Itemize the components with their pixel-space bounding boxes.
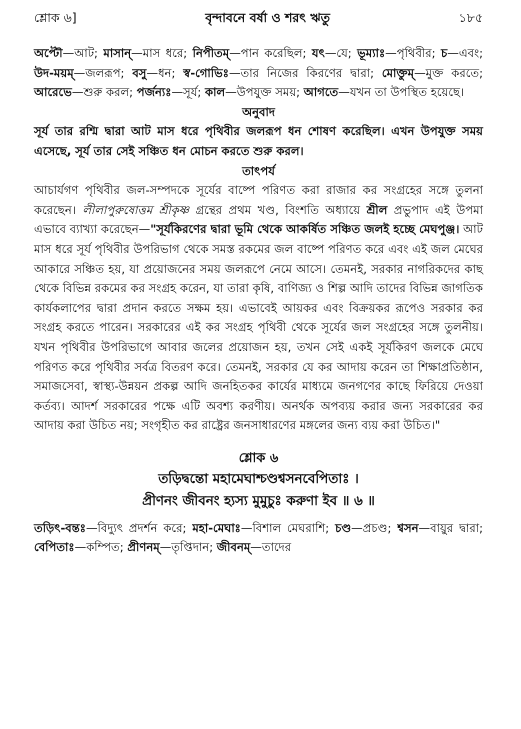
synonym-term: মাসান্: [103, 46, 132, 60]
page-number: ১৮৫: [458, 10, 483, 25]
translation-heading: অনুবাদ: [242, 104, 275, 119]
purport-bold: শ্রীল: [366, 202, 388, 217]
synonym-meaning: —তৃপ্তিদান;: [159, 540, 217, 555]
synonym-term: শ্বসন: [397, 520, 419, 535]
synonym-meaning: —বিশাল মেঘরাশি;: [240, 520, 336, 535]
purport-part: আট মাস ধরে সূর্য পৃথিবীর উপরিভাগ থেকে সমস্ত রকমের জল বাষ্পে পরিণত করে এবং এই জল মেঘের আকারে সঞ্চিত হয়, যা প্রয়োজনের সময় জলরূপে নেমে আসে। তেমনই, সরকার নাগরিকদের কাছ থেকে বিভিন্ন রকমের কর সংগ্রহ করেন, যা তারা কৃষি, বাণিজ্য ও শিল্প আদি তাদের বিভিন্ন জাগতিক কার্যকলাপের দ্বারা প্রদান করতে সক্ষম হয়। এভাবেই আয়কর এবং বিক্রয়কর রূপেও সরকার কর সংগ্রহ করতে পারেন। সরকারের এই কর সংগ্রহ পৃথিবী থেকে সূর্যের জল সংগ্রহের সঙ্গে তুলনীয়। যখন পৃথিবীর উপরিভাগে আবার জলের প্রয়োজন হয়, তখন সেই একই সূর্যকিরণ জলকে মেঘে পরিণত করে পৃথিবীর সর্বত্র বিতরণ করে। তেমনই, সরকার যে কর আদায় করেন তা শিক্ষাপ্রতিষ্ঠান, সমাজসেবা, স্বাস্থ্য-উন্নয়ন প্রকল্প আদি জনহিতকর কার্যের মাধ্যমে জনগণের কাছে ফিরিয়ে দেওয়া কর্তব্য। আদর্শ সরকারের পক্ষে এটি অবশ্য করণীয়। অনর্থক অপব্যয় করার জন্য সরকারের কর আদায় করা উচিত নয়; সংগৃহীত কর রাষ্ট্রের জনসাধারণের মঙ্গলের জন্য ব্যয় করা উচিত।": [34, 222, 483, 433]
synonym-meaning: —তার নিজের কিরণের দ্বারা;: [228, 65, 382, 80]
synonym-term: মহা-মেঘাঃ: [192, 520, 241, 535]
synonym-term: তড়িৎ-বন্তঃ: [34, 520, 86, 535]
synonym-meaning: —প্রচণ্ড;: [351, 520, 398, 535]
synonym-meaning: —যে;: [324, 46, 358, 60]
synonyms-top: [34, 44, 483, 103]
synonym-meaning: —ধন;: [146, 65, 184, 80]
synonym-term: বেপিতাঃ: [34, 540, 75, 555]
quote-bold: "সূর্যকিরণের দ্বারা ভূমি থেকে আকর্ষিত সঞ্চিত জলই হচ্ছে মেঘপুঞ্জ।: [150, 222, 460, 237]
purport-part: আচার্যগণ পৃথিবীর জল-সম্পদকে সূর্যের বাষ্পে পরিণত করা রাজার কর সংগ্রহের সঙ্গে তুলনা করেছেন।: [34, 183, 483, 217]
verse-heading: শ্লোক ৬: [238, 450, 279, 466]
synonym-term: প্রীণনম্: [127, 540, 160, 555]
synonym-meaning: —শুরু করল;: [71, 85, 137, 100]
verse-line-1: তড়িদ্বন্তো মহামেঘাশ্চণ্ডশ্বসনবেপিতাঃ ।: [158, 471, 359, 487]
purport-heading: তাৎপর্য: [242, 163, 275, 178]
synonym-term: বসু: [132, 65, 147, 80]
synonym-meaning: —উপযুক্ত সময়;: [225, 85, 304, 100]
verse-line-2: প্রীণনং জীবনং হ্যস্য মুমুচুঃ করুণা ইব ॥ ৬ ॥: [142, 493, 375, 509]
synonym-meaning: —যখন তা উপস্থিত হয়েছে।: [338, 85, 465, 100]
synonym-meaning: —আট;: [62, 46, 104, 60]
synonym-meaning: —পৃথিবীর;: [385, 46, 441, 60]
synonym-meaning: —সূর্য;: [171, 85, 205, 100]
book-title: লীলাপুরুষোত্তম শ্রীকৃষ্ণ: [82, 202, 189, 217]
synonym-term: জীবনম্: [216, 540, 251, 555]
chapter-title: বৃন্দাবনে বর্ষা ও শরৎ ঋতু: [205, 10, 331, 25]
synonym-meaning: —মাস ধরে;: [131, 46, 193, 60]
synonyms-bottom: [34, 519, 483, 558]
synonym-meaning: —জলরূপ;: [73, 65, 133, 80]
synonym-meaning: —কম্পিত;: [74, 540, 128, 555]
synonym-meaning: —বিদ্যুৎ প্রদর্শন করে;: [85, 520, 193, 535]
synonym-term: আরেভে: [34, 85, 72, 100]
translation-text: সূর্য তার রশ্মি দ্বারা আট মাস ধরে পৃথিবীর জলরূপ ধন শোষণ করেছিল। এখন উপযুক্ত সময় এসেছে, সূর্য তার সেই সঞ্চিত ধন মোচন করতে শুরু করল।: [34, 124, 483, 158]
synonym-term: কাল: [204, 85, 226, 100]
synonym-term: মোক্তুম্: [381, 65, 415, 80]
synonym-term: উদ-ময়ম্: [34, 65, 74, 80]
synonym-term: চ: [440, 46, 448, 60]
synonym-term: ভূম্যাঃ: [357, 46, 386, 60]
synonym-term: স্ব-গোভিঃ: [183, 65, 229, 80]
synonym-meaning: —এবং;: [447, 46, 484, 60]
synonym-term: নিপীতম্: [192, 46, 230, 60]
synonym-term: চণ্ড: [335, 520, 352, 535]
verse-reference: শ্লোক ৬]: [34, 10, 77, 25]
synonym-term: যৎ: [311, 46, 325, 60]
synonym-meaning: —বায়ুর দ্বারা;: [418, 520, 483, 535]
synonym-meaning: —মুক্ত করতে;: [414, 65, 483, 80]
synonym-term: পর্জন্যঃ: [136, 85, 172, 100]
synonym-meaning: —পান করেছিল;: [229, 46, 312, 60]
purport-part: গ্রন্থের প্রথম খণ্ড, বিংশতি অধ্যায়ে: [189, 202, 367, 217]
synonym-meaning: —তাদের: [250, 540, 292, 555]
page-header: [34, 10, 483, 30]
synonym-term: আগতে: [303, 85, 339, 100]
purport-part: প্রভুপাদ এই উপমা এভাবে ব্যাখ্যা করেছেন—: [34, 202, 483, 237]
purport-text: [34, 181, 483, 436]
synonym-term: অপ্টৌ: [34, 46, 63, 60]
